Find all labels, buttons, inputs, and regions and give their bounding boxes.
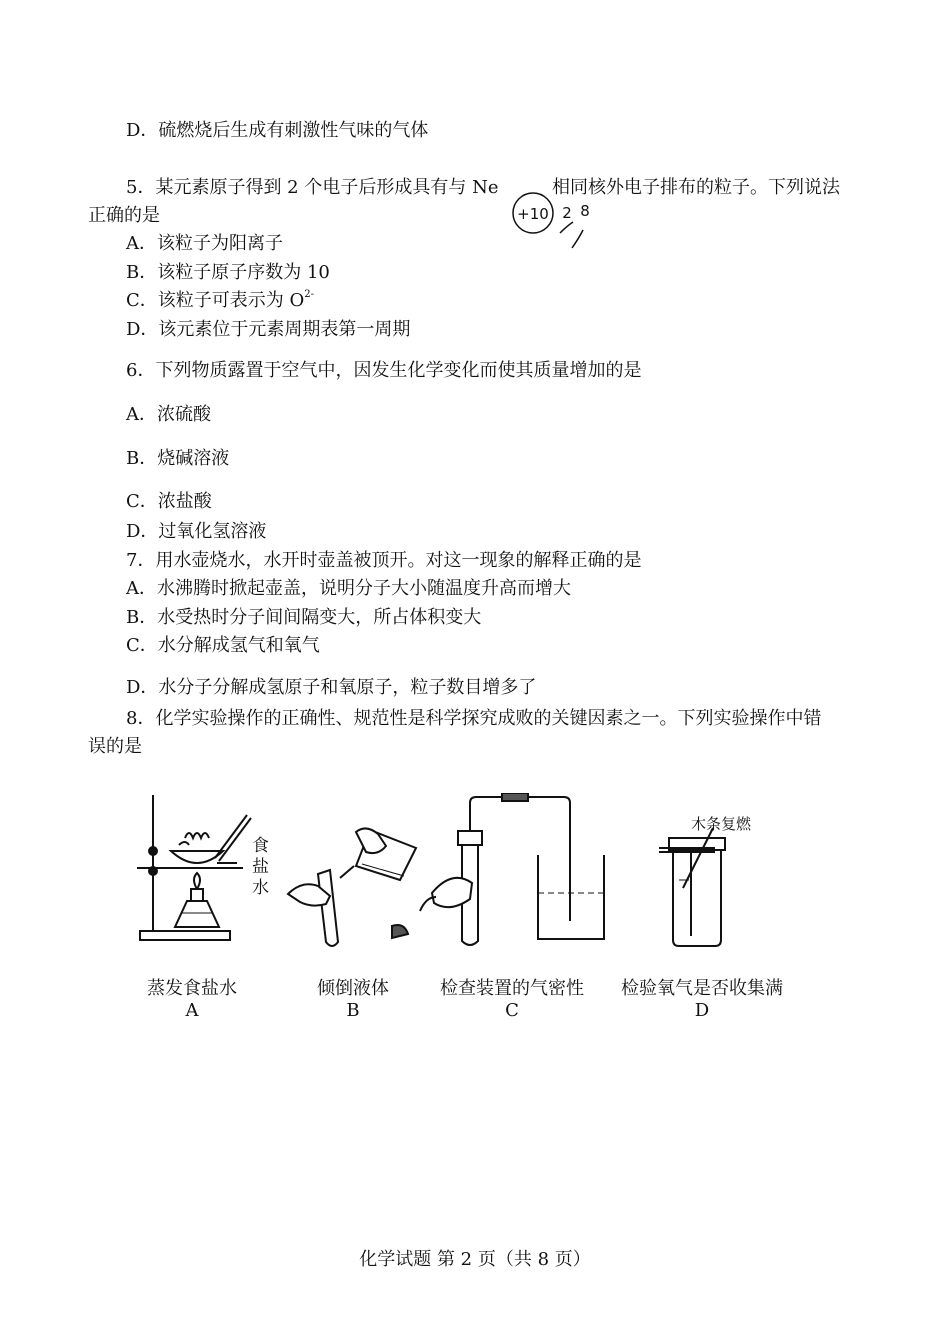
figure-d-label: 木条复燃 (691, 815, 752, 833)
q5-option-c (126, 288, 314, 317)
figure-a-letter: A (185, 1000, 199, 1021)
q7-stem: 7．用水壶烧水，水开时壶盖被顶开。对这一现象的解释正确的是 (126, 550, 642, 571)
q5-stem-part2: 相同核外电子排布的粒子。下列说法 (552, 177, 840, 198)
q7-option-b: B．水受热时分子间间隔变大，所占体积变大 (126, 607, 482, 628)
atom-shell2-electrons: 8 (580, 202, 590, 220)
figure-d-oxygen-test (655, 808, 795, 948)
figure-a-label-1: 食 (252, 836, 269, 856)
q6-option-a: A．浓硫酸 (126, 404, 211, 425)
figure-a-label-2: 盐 (252, 857, 269, 877)
q5-option-a: A．该粒子为阳离子 (126, 233, 283, 254)
figure-a-caption: 蒸发食盐水 (147, 978, 237, 999)
q7-option-d: D．水分子分解成氢原子和氧原子，粒子数目增多了 (126, 677, 537, 698)
figure-c-airtightness-check (418, 793, 608, 948)
q8-stem-line2: 误的是 (88, 736, 142, 757)
q8-stem-line1: 8．化学实验操作的正确性、规范性是科学探究成败的关键因素之一。下列实验操作中错 (126, 708, 822, 729)
figure-d-caption: 检验氧气是否收集满 (621, 978, 783, 999)
figure-a-label-3: 水 (252, 878, 269, 898)
q5-stem-part1: 5．某元素原子得到 2 个电子后形成具有与 Ne (126, 177, 499, 198)
q6-option-b: B．烧碱溶液 (126, 448, 230, 469)
figure-b-caption: 倾倒液体 (317, 978, 389, 999)
q6-option-d: D．过氧化氢溶液 (126, 521, 267, 542)
q5-option-b: B．该粒子原子序数为 10 (126, 262, 330, 283)
page-footer: 化学试题 第 2 页（共 8 页） (359, 1249, 591, 1270)
q5-option-d: D．该元素位于元素周期表第一周期 (126, 319, 411, 340)
q7-option-a: A．水沸腾时掀起壶盖，说明分子大小随温度升高而增大 (126, 578, 571, 599)
figure-c-caption: 检查装置的气密性 (440, 978, 584, 999)
figure-d-letter: D (694, 1000, 710, 1021)
figure-b-letter: B (346, 1000, 360, 1021)
q7-option-c: C．水分解成氢气和氧气 (126, 635, 320, 656)
q5-option-c-text: C．该粒子可表示为 O (126, 290, 305, 311)
q6-stem: 6．下列物质露置于空气中，因发生化学变化而使其质量增加的是 (126, 360, 642, 381)
q4-option-d: D．硫燃烧后生成有刺激性气味的气体 (126, 120, 429, 141)
figure-c-letter: C (505, 1000, 519, 1021)
q5-stem-line2: 正确的是 (88, 205, 160, 226)
atom-shell1-electrons: 2 (562, 204, 572, 222)
atom-nucleus-label: +10 (517, 205, 549, 223)
figure-b-pouring-liquid (278, 818, 423, 948)
q6-option-c: C．浓盐酸 (126, 491, 212, 512)
q5-option-c-superscript: 2- (304, 289, 315, 300)
figure-a-evaporation (135, 793, 270, 948)
